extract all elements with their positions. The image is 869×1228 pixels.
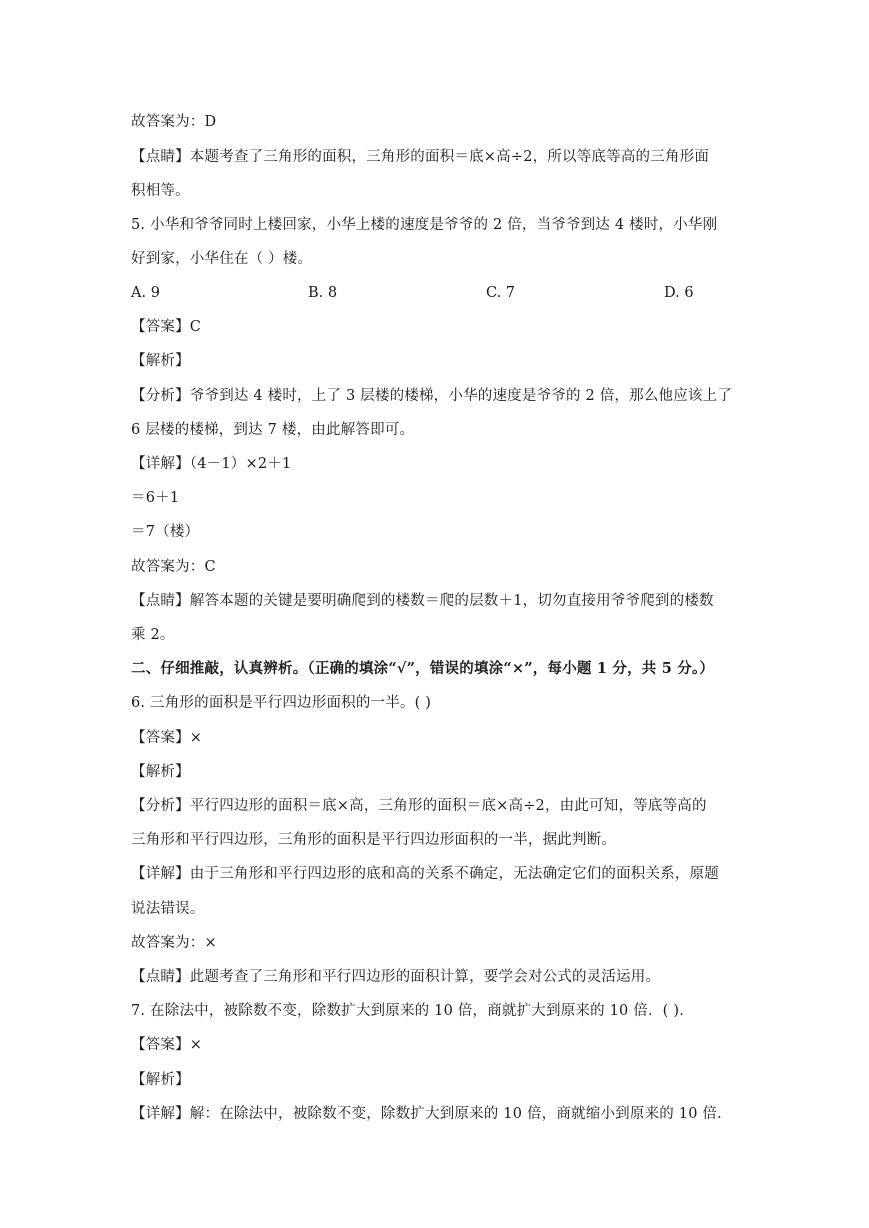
- analysis-q6-line2: 三角形和平行四边形，三角形的面积是平行四边形面积的一半，据此判断。: [131, 832, 617, 848]
- option-c: C. 7: [486, 285, 516, 301]
- analysis-label-q5: 【解析】: [131, 353, 190, 369]
- answer-conclusion-q6: 故答案为：×: [131, 935, 217, 951]
- question-5-line2: 好到家，小华住在（ ）楼。: [131, 251, 313, 267]
- answer-conclusion-q4: 故答案为：D: [131, 114, 217, 130]
- analysis-q5-line1: 【分析】爷爷到达 4 楼时，上了 3 层楼的楼梯，小华的速度是爷爷的 2 倍，那么他应该上了: [131, 388, 733, 404]
- answer-q6: 【答案】×: [131, 730, 203, 746]
- analysis-q6-line1: 【分析】平行四边形的面积＝底×高，三角形的面积＝底×高÷2，由此可知，等底等高的: [131, 798, 707, 814]
- comment-q5-line2: 乘 2。: [131, 627, 175, 643]
- detail-q5-line2: ＝6＋1: [131, 490, 180, 506]
- detail-q5-line3: ＝7（楼）: [131, 524, 200, 540]
- question-7: 7. 在除法中，被除数不变，除数扩大到原来的 10 倍，商就扩大到原来的 10 倍．( )．: [131, 1003, 694, 1019]
- option-b: B. 8: [308, 285, 338, 301]
- analysis-label-q6: 【解析】: [131, 764, 190, 780]
- answer-conclusion-q5: 故答案为：C: [131, 559, 216, 575]
- comment-q4-line1: 【点睛】本题考查了三角形的面积，三角形的面积＝底×高÷2，所以等底等高的三角形面: [131, 149, 710, 165]
- section-2-heading: 二、仔细推敲，认真辨析。（正确的填涂“√”，错误的填涂“×”，每小题 1 分，共 5 分。）: [131, 660, 715, 677]
- detail-q7: 【详解】解：在除法中，被除数不变，除数扩大到原来的 10 倍，商就缩小到原来的 10 倍．: [131, 1106, 732, 1122]
- comment-q6: 【点睛】此题考查了三角形和平行四边形的面积计算，要学会对公式的灵活运用。: [131, 969, 661, 985]
- detail-q5-line1: 【详解】（4－1）×2＋1: [131, 456, 292, 472]
- detail-q6-line2: 说法错误。: [131, 901, 205, 917]
- answer-q5: 【答案】C: [131, 319, 202, 335]
- comment-q4-line2: 积相等。: [131, 183, 190, 199]
- analysis-q5-line2: 6 层楼的楼梯，到达 7 楼，由此解答即可。: [131, 422, 415, 438]
- comment-q5-line1: 【点睛】解答本题的关键是要明确爬到的楼数＝爬的层数＋1，切勿直接用爷爷爬到的楼数: [131, 593, 714, 609]
- analysis-label-q7: 【解析】: [131, 1072, 190, 1088]
- answer-q7: 【答案】×: [131, 1037, 203, 1053]
- option-d: D. 6: [664, 285, 694, 301]
- question-6: 6. 三角形的面积是平行四边形面积的一半。( ): [131, 695, 432, 711]
- detail-q6-line1: 【详解】由于三角形和平行四边形的底和高的关系不确定，无法确定它们的面积关系，原题: [131, 866, 719, 882]
- question-5-line1: 5. 小华和爷爷同时上楼回家，小华上楼的速度是爷爷的 2 倍，当爷爷到达 4 楼时，小华刚: [131, 217, 718, 233]
- option-a: A. 9: [131, 285, 160, 301]
